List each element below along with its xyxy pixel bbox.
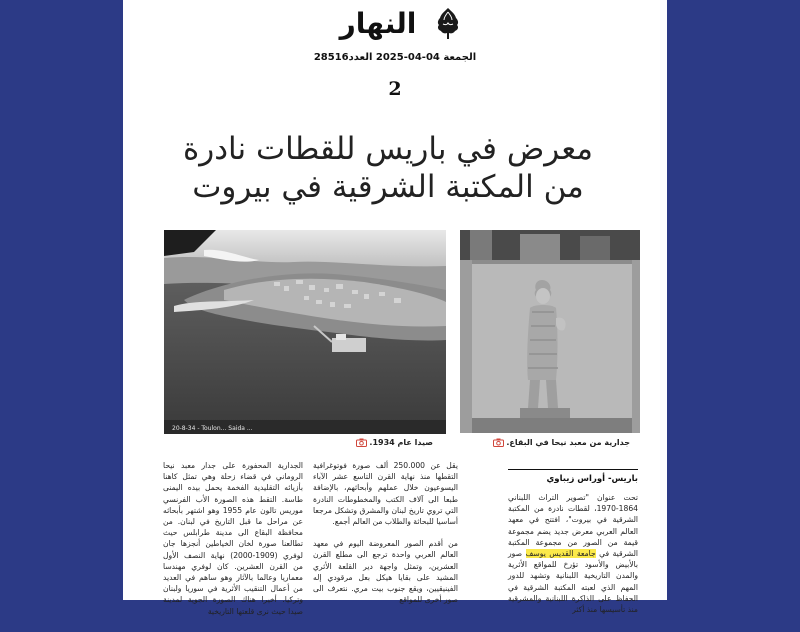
caption-niha-text: جدارية من معبد نيحا في البقاع. [506,438,630,447]
caption-saida-text: صيدا عام 1934. [369,438,433,447]
relief-photo-image [460,230,640,433]
caption-saida [273,437,433,449]
newspaper-page [123,0,667,616]
article-column-right [508,492,638,632]
paragraph [508,492,638,615]
masthead [123,4,667,46]
highlighted-text: جامعة القديس يوسف [525,549,596,559]
paragraph: من أقدم الصور المعروضة اليوم في معهد العالم العربي واحدة ترجع الى مطلع القرن العشرين، وتمثل واجهة دير القلعة الأثري المشيد على بقايا هيكل بعل مرقودي إله الفينيقيين، ويقع جنوب بيت مري. نتعرف الى صور أخرى للمواقع [313,539,458,605]
paragraph-text: صور بالأبيض والأسود تؤرخ للمواقع الأثرية والمدن التاريخية اللبنانية وتشهد للدور المهم الذي لعبته المكتبة الشرقية في الحفاظ على الذاكرة اللبنانية والمشرقية منذ تأسيسها منذ أكثر [508,549,638,615]
article-column-middle [313,460,458,605]
paragraph-text: تحت عنوان "تصوير التراث اللبناني 1864-1970، لقطات نادرة من المكتبة الشرقية في بيروت"، افتتح في معهد العالم العربي معرض جديد يضم مجموعة قيمة من الصور من مجموعة المكتبة الشرقية في [508,493,638,559]
article-column-left [163,460,304,616]
photo-niha-relief [460,230,640,433]
camera-icon [493,438,504,447]
film-annotation: 20-8-34 - Toulon... Saida ... [172,425,253,432]
article-byline: باريس- أوراس زيباوي [508,469,638,486]
paragraph: الجدارية المحفورة على جدار معبد نيحا الروماني في قضاء زحلة وهي تمثل كاهنا بأزيائه التقليدية الفخمة يحمل بيده اليمنى طاسة. التقط هذه الصورة الأب الفرنسي موريس تالون عام 1955 وهو اشتهر بأبحاثه عن مراحل ما قبل التاريخ في لبنان. من محافظة البقاع الى مدينة طرابلس حيث تطالعنا صورة لخان الخياطين أنجزها جان لوفري (1909-2000) نهاية النصف الأول من القرن العشرين. كان لوفري مهندسا معماريا وعالما بالآثار وهو ساهم في العديد من أعمال التنقيب الأثرية في سوريا ولبنان وتركيا. أخيرا هناك الصورة الجوية لمدينة صيدا حيث نرى قلعتها التاريخية [163,461,304,616]
newspaper-logo: النهار [339,7,417,40]
headline-line-1: معرض في باريس للقطات نادرة [183,131,593,167]
camera-icon [356,438,367,447]
caption-niha [460,437,630,449]
headline-line-2: من المكتبة الشرقية في بيروت [192,169,584,205]
cedar-icon [433,6,463,40]
paragraph: يقل عن 250.000 ألف صورة فوتوغرافية التقطها منذ نهاية القرن التاسع عشر الآباء اليسوعيون خلال عملهم وأبحاثهم، بالإضافة طبعا الى آلاف الكتب والمخطوطات النادرة التي تروي تاريخ لبنان والمشرق وتشكل مرجعا أساسيا للبحاثة والطلاب من العالم أجمع. [313,461,458,527]
aerial-photo-image [164,230,446,434]
photo-saida-aerial [164,230,446,434]
article-headline [153,130,623,206]
page-number: 2 [388,78,402,100]
issue-date-line: الجمعة 04-04-2025 العدد28516 [313,52,477,63]
